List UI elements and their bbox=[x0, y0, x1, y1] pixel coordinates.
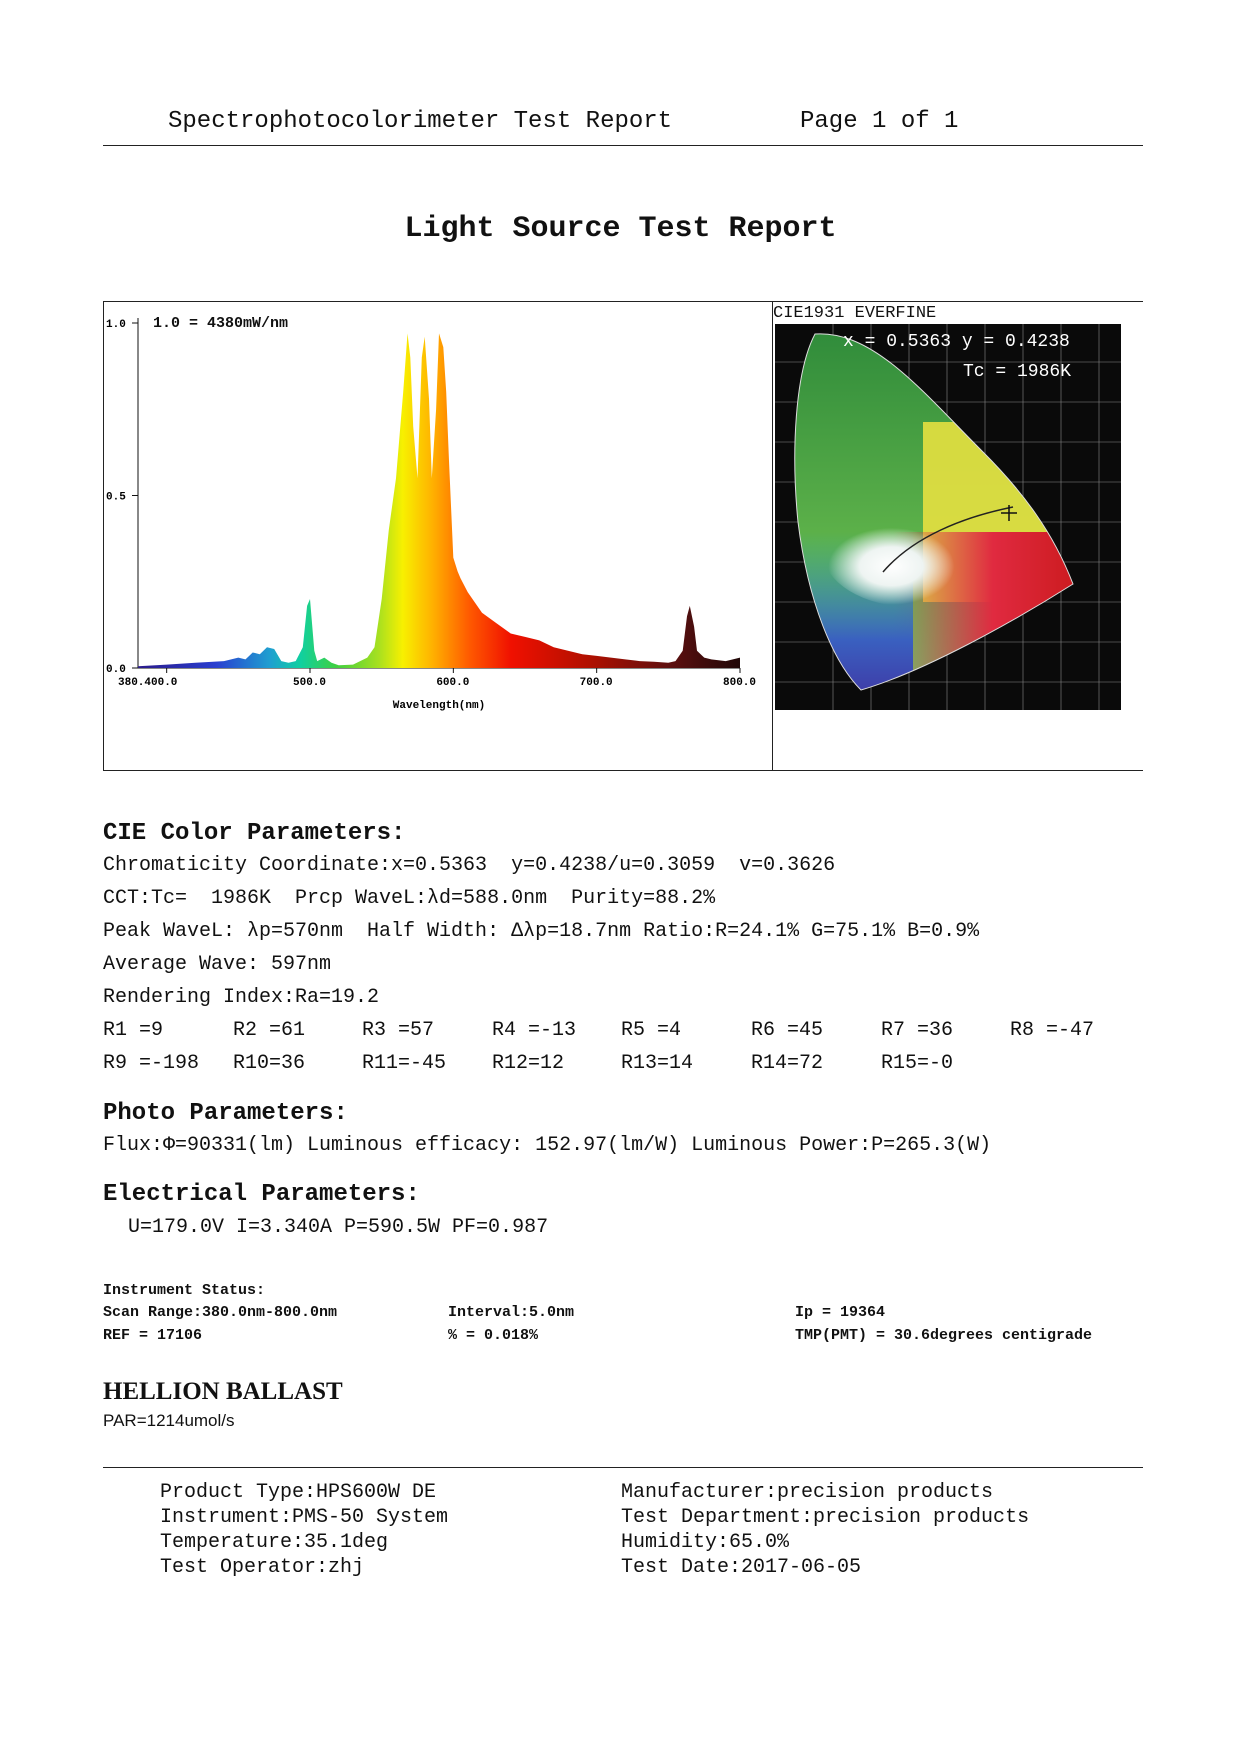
r-value: R14=72 bbox=[751, 1052, 824, 1075]
r-value: R7 =36 bbox=[881, 1019, 954, 1042]
x-tick-label: 500.0 bbox=[293, 677, 327, 689]
product-type: Product Type:HPS600W DE bbox=[160, 1481, 437, 1504]
test-department: Test Department:precision products bbox=[621, 1506, 1030, 1529]
tmp-value: TMP(PMT) = 30.6degrees centigrade bbox=[795, 1327, 1093, 1344]
cie-coordinates: x = 0.5363 y = 0.4238 bbox=[843, 332, 1070, 352]
cie-color-temperature: Tc = 1986K bbox=[963, 362, 1072, 382]
humidity: Humidity:65.0% bbox=[621, 1531, 790, 1554]
x-axis-label: Wavelength(nm) bbox=[392, 700, 486, 712]
ballast-name: HELLION BALLAST bbox=[103, 1378, 343, 1405]
spectrum-series bbox=[138, 333, 740, 668]
percent-value: % = 0.018% bbox=[448, 1327, 539, 1344]
spectrum-area bbox=[138, 333, 740, 668]
cie-params-heading: CIE Color Parameters: bbox=[103, 820, 406, 847]
r-value: R12=12 bbox=[492, 1052, 565, 1075]
r-value: R6 =45 bbox=[751, 1019, 824, 1042]
x-tick-label: 800.0 bbox=[723, 677, 757, 689]
page-indicator: Page 1 of 1 bbox=[800, 108, 959, 135]
r-value: R5 =4 bbox=[621, 1019, 682, 1042]
ref-value: REF = 17106 bbox=[103, 1327, 203, 1344]
electrical-params-heading: Electrical Parameters: bbox=[103, 1181, 420, 1208]
x-tick-label: 380.400.0 bbox=[118, 677, 178, 689]
par-value: PAR=1214umol/s bbox=[103, 1411, 235, 1430]
x-tick-label: 600.0 bbox=[436, 677, 470, 689]
instrument-heading: Instrument Status: bbox=[103, 1282, 266, 1299]
rendering-index-line: Rendering Index:Ra=19.2 bbox=[103, 986, 380, 1009]
test-operator: Test Operator:zhj bbox=[160, 1556, 365, 1579]
r-value: R15=-0 bbox=[881, 1052, 954, 1075]
interval: Interval:5.0nm bbox=[448, 1304, 575, 1321]
cct-line: CCT:Tc= 1986K Prcp WaveL:λd=588.0nm Purity=88.2% bbox=[103, 887, 716, 910]
r-value: R11=-45 bbox=[362, 1052, 447, 1075]
header-rule bbox=[103, 145, 1143, 146]
photo-params-heading: Photo Parameters: bbox=[103, 1100, 348, 1127]
r-value: R10=36 bbox=[233, 1052, 306, 1075]
average-wave-line: Average Wave: 597nm bbox=[103, 953, 332, 976]
r-value: R3 =57 bbox=[362, 1019, 435, 1042]
instrument-name: Instrument:PMS-50 System bbox=[160, 1506, 449, 1529]
cie-title: CIE1931 EVERFINE bbox=[773, 304, 939, 323]
x-tick-label: 700.0 bbox=[579, 677, 613, 689]
scan-range: Scan Range:380.0nm-800.0nm bbox=[103, 1304, 338, 1321]
y-tick-label: 1.0 bbox=[106, 319, 126, 331]
cie-diagram bbox=[773, 302, 1143, 770]
y-tick-label: 0.0 bbox=[106, 664, 126, 676]
r-value: R8 =-47 bbox=[1010, 1019, 1095, 1042]
ip-value: Ip = 19364 bbox=[795, 1304, 886, 1321]
test-date: Test Date:2017-06-05 bbox=[621, 1556, 862, 1579]
temperature: Temperature:35.1deg bbox=[160, 1531, 389, 1554]
manufacturer: Manufacturer:precision products bbox=[621, 1481, 994, 1504]
spectrum-chart bbox=[104, 302, 784, 770]
r-value: R2 =61 bbox=[233, 1019, 306, 1042]
peak-line: Peak WaveL: λp=570nm Half Width: Δλp=18.7nm Ratio:R=24.1% G=75.1% B=0.9% bbox=[103, 920, 980, 943]
r-value: R13=14 bbox=[621, 1052, 694, 1075]
chart-scale-label: 1.0 = 4380mW/nm bbox=[153, 315, 289, 332]
chromaticity-line: Chromaticity Coordinate:x=0.5363 y=0.4238/u=0.3059 v=0.3626 bbox=[103, 854, 836, 877]
r-value: R9 =-198 bbox=[103, 1052, 200, 1075]
flux-line: Flux:Φ=90331(lm) Luminous efficacy: 152.97(lm/W) Luminous Power:P=265.3(W) bbox=[103, 1134, 992, 1157]
y-tick-label: 0.5 bbox=[106, 491, 126, 504]
cie-diagram-panel bbox=[772, 302, 1143, 770]
electrical-values: U=179.0V I=3.340A P=590.5W PF=0.987 bbox=[128, 1216, 549, 1239]
r-value: R4 =-13 bbox=[492, 1019, 577, 1042]
footer-rule bbox=[103, 1467, 1143, 1468]
report-header-title: Spectrophotocolorimeter Test Report bbox=[168, 108, 673, 135]
r-value: R1 =9 bbox=[103, 1019, 164, 1042]
chart-panel bbox=[103, 301, 1143, 771]
page-title: Light Source Test Report bbox=[404, 212, 837, 246]
